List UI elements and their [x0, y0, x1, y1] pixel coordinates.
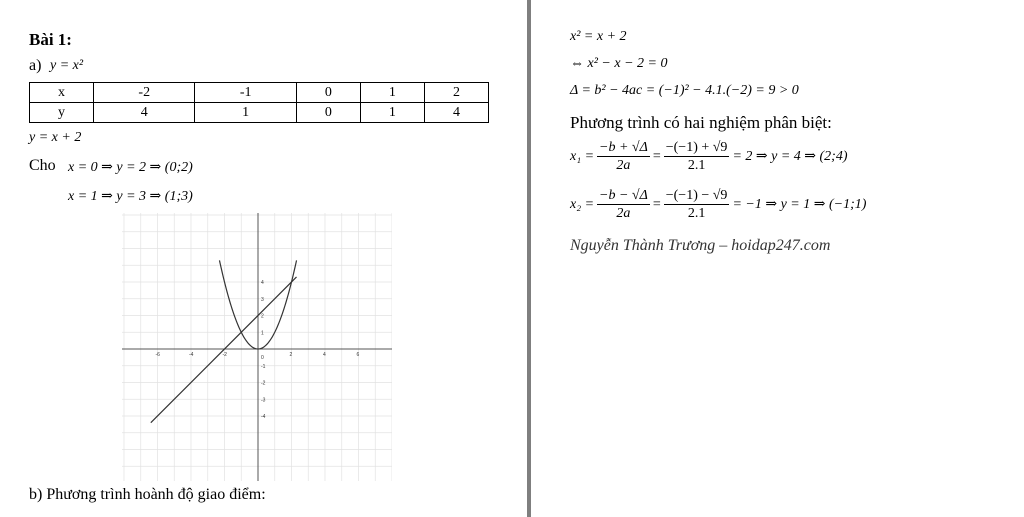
- fraction-numerator: −b + √Δ: [599, 140, 648, 155]
- table-cell: 0: [296, 83, 360, 103]
- fraction-denominator: 2a: [616, 206, 631, 221]
- fraction-denominator: 2.1: [687, 206, 706, 221]
- part-a-label: a): [29, 57, 42, 74]
- y-tick-label: -1: [261, 363, 266, 370]
- fraction-denominator: 2a: [616, 158, 631, 173]
- x1-lhs: x₁ =: [570, 148, 595, 164]
- equation-2: ⇔ x² − x − 2 = 0: [570, 56, 668, 71]
- table-cell: -2: [94, 83, 195, 103]
- roots-statement: Phương trình có hai nghiệm phân biệt:: [570, 113, 832, 132]
- table-cell: 1: [360, 103, 424, 123]
- discriminant: Δ = b² − 4ac = (−1)² − 4.1.(−2) = 9 > 0: [570, 83, 799, 98]
- fraction-denominator: 2.1: [687, 158, 706, 173]
- equation-1: x² = x + 2: [570, 29, 627, 44]
- x1-result: = 2 ⇒ y = 4 ⇒ (2;4): [732, 149, 848, 164]
- x2-result: = −1 ⇒ y = 1 ⇒ (−1;1): [732, 197, 867, 212]
- cho-label: Cho: [29, 157, 56, 174]
- y-tick-label: -4: [261, 414, 266, 420]
- x-tick-label: -4: [189, 352, 194, 358]
- table-cell: 1: [360, 83, 424, 103]
- x-tick-label: 2: [289, 352, 293, 358]
- y-tick-label: 4: [261, 280, 264, 286]
- table-row: [30, 103, 489, 123]
- table-cell: y: [30, 103, 94, 123]
- x-tick-label: 6: [356, 352, 360, 358]
- table-cell: 2: [424, 83, 488, 103]
- table-cell: 1: [195, 103, 296, 123]
- x2-fraction-values: [664, 187, 730, 222]
- root-x2: x₂ = $\frac{-b - √\Delta}{2a}$ = $\frac{-(-1) - √9}{2.1}$ = −1 ⇒ y = 1 ⇒ (−1;1): [570, 188, 867, 221]
- table-cell: 0: [296, 103, 360, 123]
- x-tick-label: -6: [155, 352, 160, 358]
- y-tick-label: -3: [261, 397, 266, 404]
- page-divider: [527, 0, 531, 517]
- line-point-2: x = 1 ⇒ y = 3 ⇒ (1;3): [68, 189, 193, 204]
- y-tick-label: 3: [261, 296, 264, 303]
- x-tick-label: 4: [323, 352, 326, 358]
- fraction-numerator: −(−1) + √9: [665, 140, 728, 155]
- function-graph: [122, 213, 392, 481]
- y-tick-label: 2: [261, 313, 264, 320]
- fraction-numerator: −(−1) − √9: [665, 188, 728, 203]
- table-cell: x: [30, 83, 94, 103]
- table-cell: 4: [424, 103, 488, 123]
- table-row: [30, 83, 489, 103]
- table-cell: -1: [195, 83, 296, 103]
- x-tick-label: -2: [222, 352, 227, 358]
- part-b-label: b) Phương trình hoành độ giao điểm:: [29, 486, 266, 503]
- root-x1: x₁ = $\frac{-b + √\Delta}{2a}$ = $\frac{-(-1) + √9}{2.1}$ = 2 ⇒ y = 4 ⇒ (2;4): [570, 140, 848, 173]
- author-signature: Nguyễn Thành Trương – hoidap247.com: [570, 237, 831, 254]
- y-tick-labels: [261, 280, 266, 420]
- table-cell: 4: [94, 103, 195, 123]
- y-tick-label: -2: [261, 380, 266, 387]
- graph-grid: [122, 213, 392, 481]
- x2-lhs: x₂ =: [570, 196, 595, 212]
- origin-label: 0: [261, 355, 264, 361]
- function-line: y = x + 2: [29, 130, 82, 145]
- x1-fraction-general: [597, 139, 650, 174]
- exercise-title: Bài 1:: [29, 30, 72, 49]
- value-table: [29, 82, 489, 123]
- x1-fraction-values: [664, 139, 730, 174]
- x2-fraction-general: [597, 187, 650, 222]
- fraction-numerator: −b − √Δ: [599, 188, 648, 203]
- line-point-1: x = 0 ⇒ y = 2 ⇒ (0;2): [68, 160, 193, 175]
- function-parabola: y = x²: [50, 58, 84, 73]
- y-tick-label: 1: [261, 330, 264, 337]
